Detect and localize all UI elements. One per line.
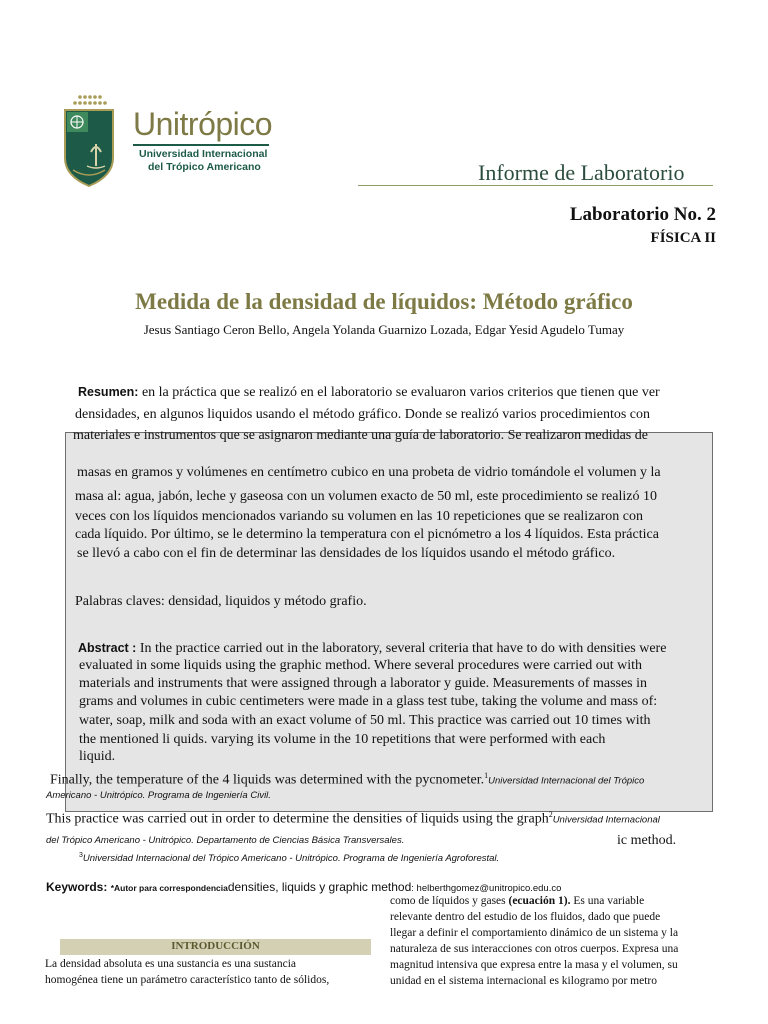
resumen-line5: masa al: agua, jabón, leche y gaseosa con un volumen exacto de 50 ml, este procedimiento se realizó 10 [75,489,657,504]
finally-line [50,767,644,791]
brand-subtitle-line1: Universidad Internacional [139,148,268,160]
intro-right-text1: como de líquidos y gases [390,895,509,907]
ic-method-fragment: ic method. [617,833,677,848]
header-rule [358,185,713,186]
resumen-line3: materiales e instrumentos que se asignaron mediante una guía de laboratorio. Se realizaron medidas de [73,428,648,443]
intro-right-text1b: Es una variable [570,895,645,907]
author-email: : helberthgomez@unitropico.edu.co [411,883,562,894]
resumen-text: en la práctica que se realizó en el laboratorio se evaluaron varios criterios que tienen que ver [138,385,660,400]
intro-right-line6: unidad en el sistema internacional es kilogramo por metro [390,975,657,987]
practice-text: This practice was carried out in order to determine the densities of liquids using the graph [46,811,549,827]
resumen-line6: veces con los líquidos mencionados variando su volumen en las 10 repeticiones que se realizaron con [75,509,643,524]
intro-left-line1: La densidad absoluta es una sustancia es una sustancia [45,958,297,970]
resumen-line7: cada líquido. Por último, se le determino la temperatura con el picnómetro a los 4 líquidos. Esta práctica [75,527,659,542]
affiliation-1a: Universidad Internacional del Trópico [488,775,645,787]
abstract-line7: liquid. [79,749,116,764]
resumen-label: Resumen: [78,385,139,399]
affiliation-1b: Americano - Unitrópico. Programa de Ingeniería Civil. [46,790,271,801]
affiliation-2a: Universidad Internacional [552,814,660,826]
practice-line [46,806,660,830]
resumen-line8: se llevó a cabo con el fin de determinar las densidades de los líquidos usando el método gráfico. [77,546,616,561]
resumen-line2: densidades, en algunos liquidos usando el método gráfico. Donde se realizó varios procedimientos con [75,407,651,422]
abstract-line5: water, soap, milk and soda with an exact volume of 50 ml. This practice was carried out 10 times with [79,713,651,728]
intro-right-line3: llegar a definir el comportamiento dinámico de un sistema y la [390,927,679,939]
brand-subtitle-line2: del Trópico Americano [148,161,261,173]
course-name: FÍSICA II [650,230,716,246]
affiliation-3: Universidad Internacional del Trópico Americano - Unitrópico. Programa de Ingeniería Agroforestal. [82,853,500,865]
keywords-text: densities, liquids y graphic method [227,880,412,894]
abstract-line4: grams and volumes in cubic centimeters were made in a glass test tube, taking the volume and mass of: [79,694,658,709]
resumen-line1 [78,383,660,402]
footnote-mark-1: 1 [484,771,489,780]
footnote-mark-2: 2 [548,810,553,819]
report-type-title: Informe de Laboratorio [478,160,685,185]
intro-right-line4: naturaleza de sus interacciones con otros cuerpos. Expresa una [390,943,679,955]
intro-right-line5: magnitud intensiva que expresa entre la masa y el volumen, su [390,959,678,971]
abstract-text: In the practice carried out in the laboratory, several criteria that have to do with densities were [136,641,667,656]
footnote-mark-3: 3 [79,852,83,859]
brand-divider [133,144,269,146]
finally-text: Finally, the temperature of the 4 liquids was determined with the pycnometer. [50,772,485,788]
keywords-label: Keywords: [46,880,111,894]
resumen-line4: masas en gramos y volúmenes en centímetro cubico en una probeta de vidrio tomándole el volumen y la [77,465,661,480]
equation-ref: (ecuación 1). [508,895,571,907]
intro-right-line1 [390,893,644,909]
abstract-line2: evaluated in some liquids using the graphic method. Where several procedures were carried out with [79,658,643,673]
abstract-label: Abstract : [78,641,137,655]
logo-crown-dots [70,94,110,108]
intro-left-line2: homogénea tiene un parámetro característico tanto de sólidos, [45,974,330,986]
paper-title: Medida de la densidad de líquidos: Método gráfico [135,289,633,314]
affiliation-2b: del Trópico Americano - Unitrópico. Departamento de Ciencias Básica Transversales. [46,835,405,846]
authors: Jesus Santiago Ceron Bello, Angela Yolanda Guarnizo Lozada, Edgar Yesid Agudelo Tumay [143,322,625,337]
palabras-claves: Palabras claves: densidad, liquidos y método grafio. [75,594,367,609]
intro-heading: INTRODUCCIÓN [171,940,260,952]
intro-right-line2: relevante dentro del estudio de los fluidos, dado que puede [390,911,661,923]
university-shield-logo [63,108,115,188]
abstract-line3: materials and instruments that were assigned through a laborator y guide. Measurements of masses in [79,676,648,691]
abstract-line6: the mentioned li quids. varying its volume in the 10 repetitions that were performed with each [79,732,606,747]
author-note: *Autor para correspondencia [110,883,228,893]
affiliation-3-line [79,852,499,864]
brand-name: Unitrópico [133,106,273,142]
abstract-line1 [78,639,666,658]
lab-number: Laboratorio No. 2 [569,204,716,225]
